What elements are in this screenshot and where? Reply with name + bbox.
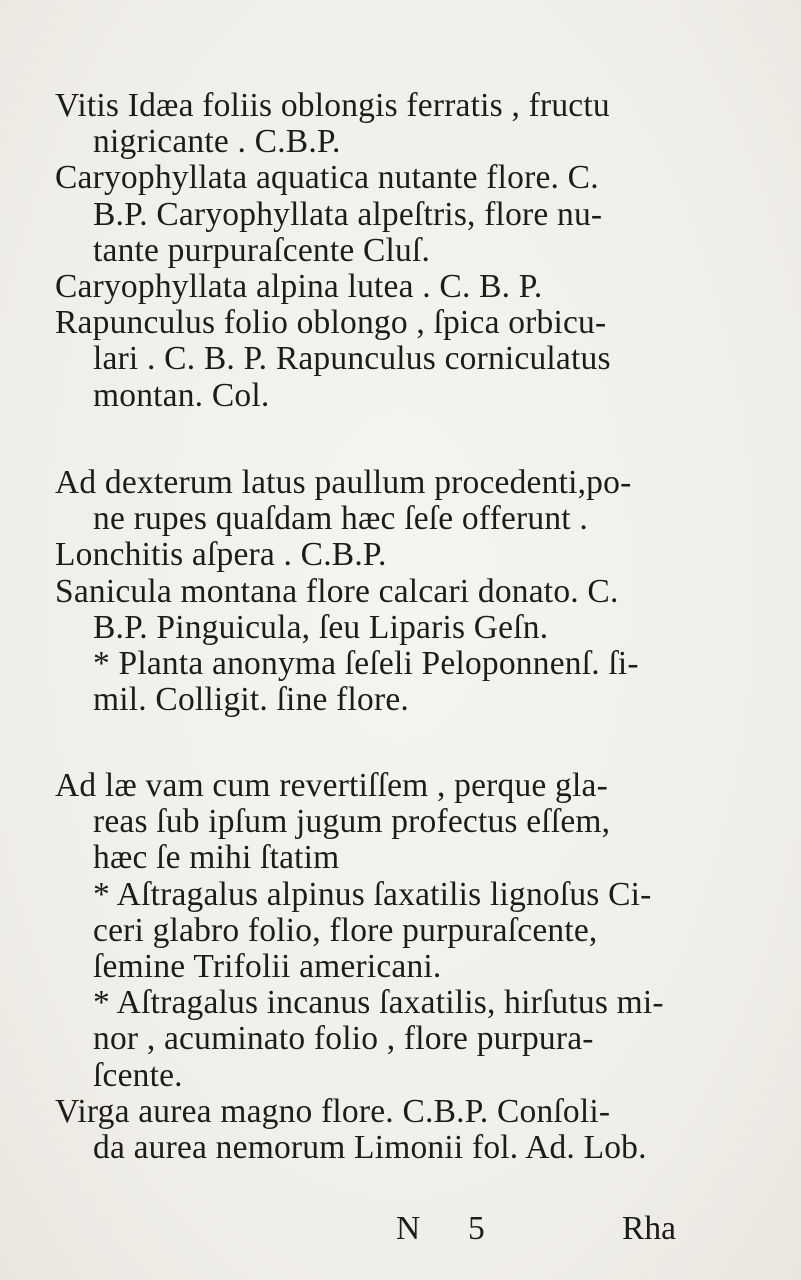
text-line: reas ſub ipſum jugum profectus eſſem, (93, 803, 611, 841)
text-line: Ad dexterum latus paullum procedenti,po- (55, 464, 632, 501)
paragraph-plant-list-2 (55, 465, 775, 718)
text-line: da aurea nemorum Limonii fol. Ad. Lob. (93, 1129, 647, 1167)
text-line: montan. Col. (93, 376, 270, 414)
text-line: Caryophyllata aquatica nutante flore. C. (55, 159, 599, 197)
text-line: * Aſtragalus incanus ſaxatilis, hirſutus mi- (93, 984, 664, 1022)
text-line: mil. Colligit. ſine flore. (93, 681, 409, 719)
text-line: tante purpuraſcente Cluſ. (93, 231, 431, 269)
text-line: Lonchitis aſpera . C.B.P. (55, 536, 387, 574)
text-line: ſcente. (93, 1056, 183, 1094)
text-line: ne rupes quaſdam hæc ſeſe offerunt . (93, 500, 588, 538)
text-line: ceri glabro folio, flore purpuraſcente, (93, 911, 598, 949)
catchword: Rha (622, 1210, 676, 1247)
text-line: lari . C. B. P. Rapunculus corniculatus (93, 340, 611, 378)
text-line: Vitis Idæa foliis oblongis ferratis , fructu (55, 87, 610, 124)
signature-mark: N (396, 1210, 421, 1247)
signature-number: 5 (468, 1210, 485, 1247)
text-line: Rapunculus folio oblongo , ſpica orbicu- (55, 304, 607, 342)
text-line: Ad læ vam cum revertiſſem , perque gla- (55, 767, 608, 804)
text-line: B.P. Caryophyllata alpeſtris, flore nu- (93, 195, 603, 233)
text-line: nor , acuminato folio , flore purpura- (93, 1020, 594, 1058)
text-line: * Planta anonyma ſeſeli Peloponnenſ. ſi- (93, 645, 639, 683)
text-line: hæc ſe mihi ſtatim (93, 839, 340, 877)
text-line: B.P. Pinguicula, ſeu Liparis Geſn. (93, 608, 549, 646)
text-line: ſemine Trifolii americani. (93, 948, 442, 986)
text-line: Caryophyllata alpina lutea . C. B. P. (55, 268, 543, 306)
paragraph-plant-list-1 (55, 88, 775, 414)
page-footer (0, 1211, 801, 1251)
paragraph-plant-list-3 (55, 768, 775, 1166)
text-line: nigricante . C.B.P. (93, 123, 341, 161)
text-line: Sanicula montana flore calcari donato. C. (55, 572, 619, 610)
text-line: Virga aurea magno flore. C.B.P. Conſoli- (55, 1092, 611, 1130)
text-line: * Aſtragalus alpinus ſaxatilis lignoſus Ci- (93, 875, 652, 913)
